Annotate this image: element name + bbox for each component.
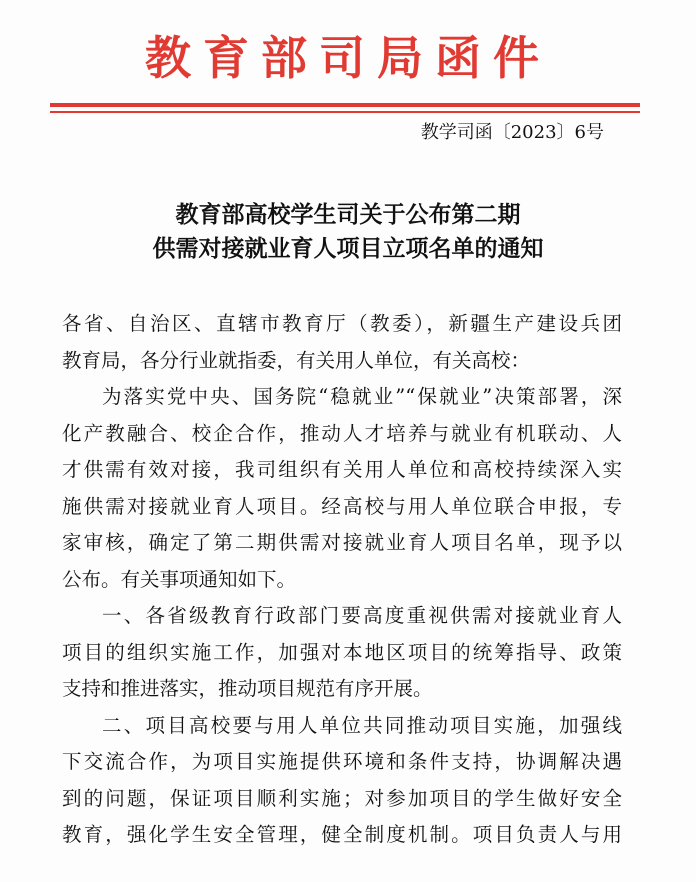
letterhead-title: 教育部司局函件 <box>145 31 551 85</box>
body-line-intro-6: 公布。有关事项通知如下。 <box>62 567 297 591</box>
body-line-item1-1: 一、各省级教育行政部门要高度重视供需对接就业育人 <box>102 604 622 627</box>
body-line-item2-2: 下交流合作，为项目实施提供环境和条件支持，协调解决遇 <box>62 750 622 773</box>
body-line-item2-1: 二、项目高校要与用人单位共同推动项目实施，加强线 <box>102 713 622 737</box>
body-line-intro-4: 施供需对接就业育人项目。经高校与用人单位联合申报，专 <box>62 494 622 518</box>
body-line-item1-2: 项目的组织实施工作，加强对本地区项目的统筹指导、政策 <box>62 640 622 664</box>
body-line-item2-4: 教育，强化学生安全管理，健全制度机制。项目负责人与用 <box>62 823 622 846</box>
notice-title-line-2: 供需对接就业育人项目立项名单的通知 <box>152 236 544 262</box>
body-line-addressees-1: 各省、自治区、直辖市教育厅（教委），新疆生产建设兵团 <box>62 312 622 335</box>
document-number: 教学司函〔2023〕6号 <box>420 122 604 143</box>
body-line-intro-3: 才供需有效对接，我司组织有关用人单位和高校持续深入实 <box>62 458 622 481</box>
body-line-intro-1: 为落实党中央、国务院“稳就业”“保就业”决策部署，深 <box>102 385 622 408</box>
notice-body <box>62 306 622 854</box>
body-line-intro-5: 家审核，确定了第二期供需对接就业育人项目名单，现予以 <box>62 531 622 554</box>
body-line-addressees-2: 教育局，各分行业就指委，有关用人单位，有关高校： <box>62 348 531 372</box>
body-line-item1-3: 支持和推进落实，推动项目规范有序开展。 <box>62 677 433 700</box>
body-line-item2-3: 到的问题，保证项目顺利实施；对参加项目的学生做好安全 <box>62 786 622 810</box>
letterhead-rule-thin <box>50 111 640 113</box>
letterhead-rule-thick <box>50 103 640 107</box>
body-line-intro-2: 化产教融合、校企合作，推动人才培养与就业有机联动、人 <box>62 421 622 445</box>
notice-title-line-1: 教育部高校学生司关于公布第二期 <box>175 202 521 228</box>
